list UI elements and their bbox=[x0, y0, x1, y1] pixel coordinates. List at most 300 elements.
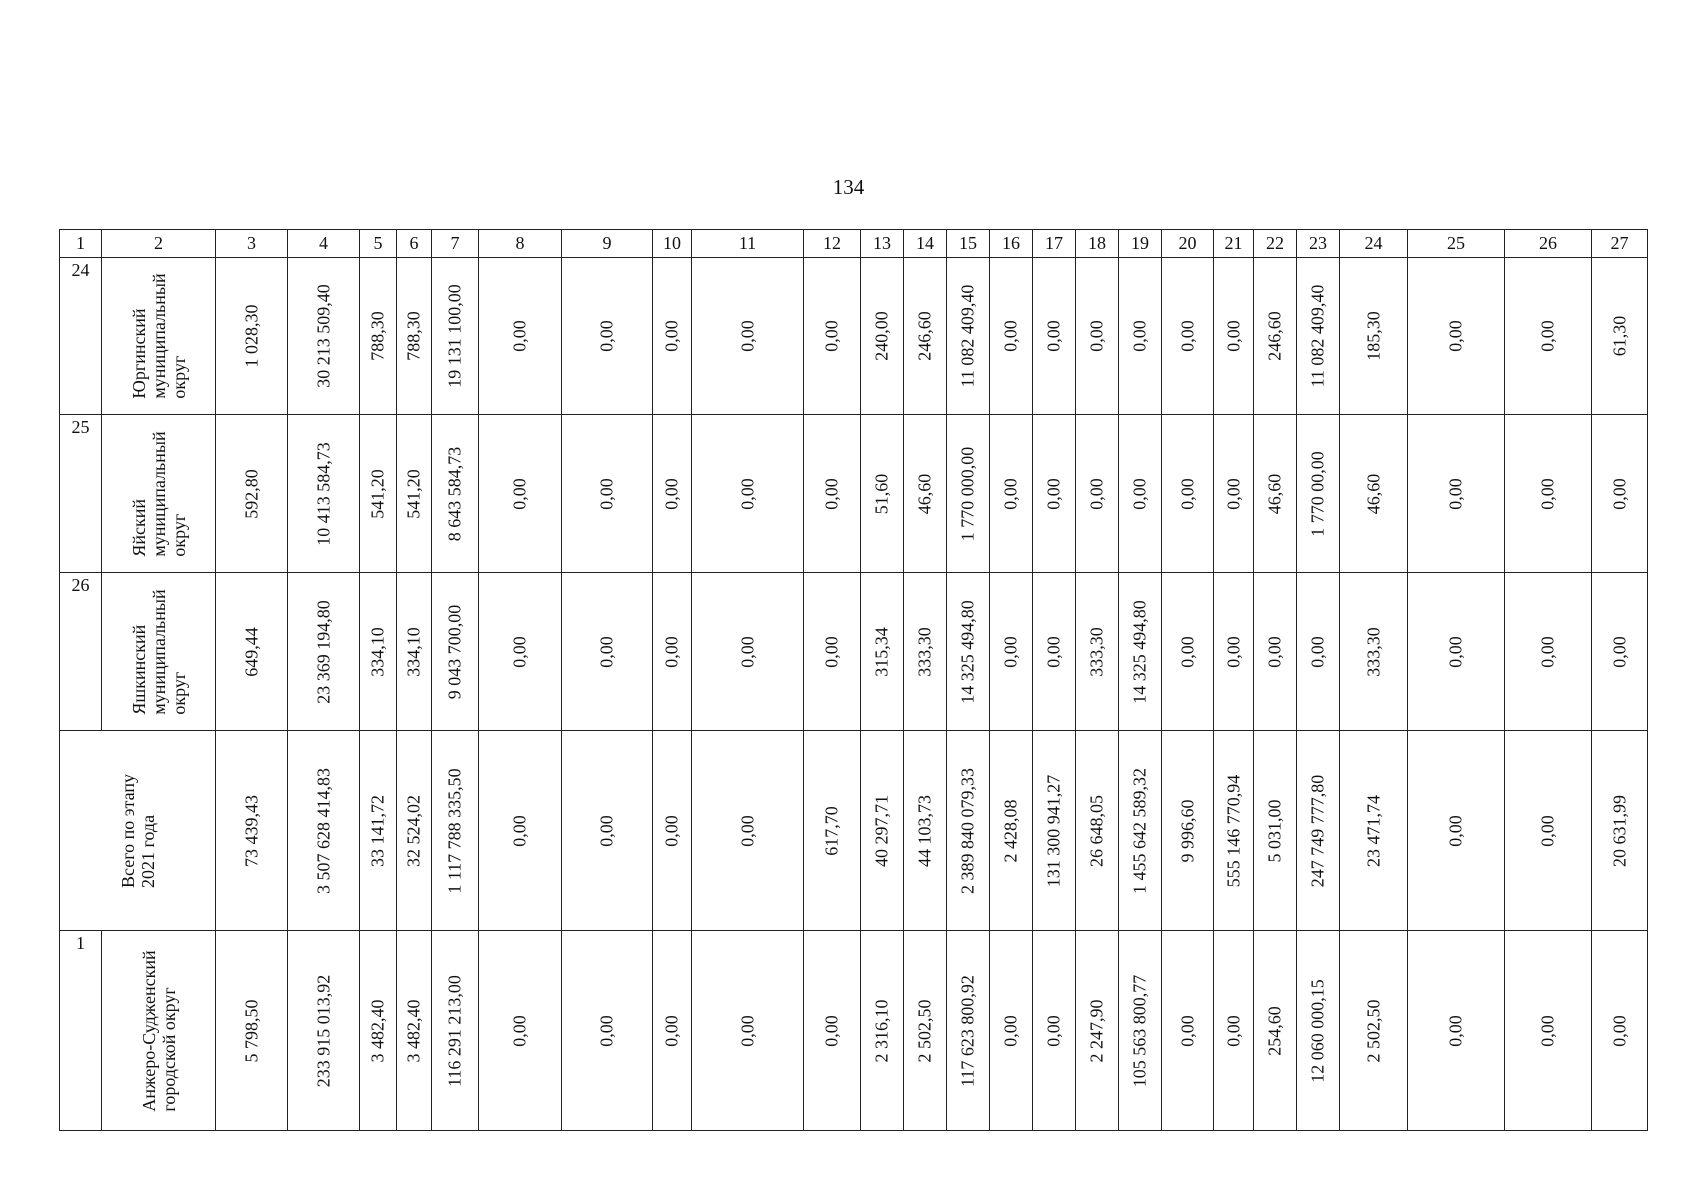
cell-value: 19 131 100,00 bbox=[444, 284, 465, 388]
value-cell bbox=[1119, 931, 1162, 1131]
header-cell: 14 bbox=[904, 230, 947, 258]
value-cell bbox=[432, 731, 479, 931]
cell-value: 0,00 bbox=[1086, 477, 1107, 510]
cell-value: 0,00 bbox=[737, 320, 757, 352]
cell-value: 254,60 bbox=[1264, 1005, 1285, 1056]
header-cell: 26 bbox=[1505, 230, 1592, 258]
page-number: 134 bbox=[832, 175, 865, 199]
value-cell bbox=[1340, 731, 1408, 931]
value-cell bbox=[861, 573, 904, 731]
value-cell bbox=[1340, 931, 1408, 1131]
cell-value: 0,00 bbox=[1609, 477, 1629, 510]
cell-value: 23 471,74 bbox=[1363, 794, 1383, 867]
value-cell bbox=[1408, 415, 1505, 573]
value-cell bbox=[360, 415, 397, 573]
value-cell bbox=[397, 931, 432, 1131]
cell-value: 3 482,40 bbox=[403, 999, 424, 1062]
value-cell bbox=[1408, 931, 1505, 1131]
cell-value: 51,60 bbox=[871, 473, 892, 514]
value-cell bbox=[804, 731, 861, 931]
header-cell: 16 bbox=[990, 230, 1033, 258]
value-cell bbox=[1254, 731, 1297, 931]
header-cell: 8 bbox=[479, 230, 562, 258]
cell-value: 240,00 bbox=[871, 311, 892, 361]
value-cell bbox=[1297, 931, 1340, 1131]
value-cell bbox=[1408, 573, 1505, 731]
value-cell bbox=[653, 731, 692, 931]
cell-value: 0,00 bbox=[1000, 635, 1021, 668]
cell-value: 44 103,73 bbox=[914, 794, 935, 867]
header-cell: 6 bbox=[397, 230, 432, 258]
value-cell bbox=[904, 415, 947, 573]
value-cell bbox=[1162, 573, 1214, 731]
row-name-line: Всего по этапу bbox=[117, 773, 138, 888]
value-cell bbox=[1340, 573, 1408, 731]
value-cell bbox=[1076, 931, 1119, 1131]
cell-value: 9 043 700,00 bbox=[444, 604, 465, 699]
cell-value: 0,00 bbox=[1537, 320, 1558, 352]
cell-value: 0,00 bbox=[596, 477, 617, 510]
cell-value: 0,00 bbox=[1537, 814, 1558, 847]
value-cell bbox=[1340, 258, 1408, 415]
value-cell bbox=[1119, 415, 1162, 573]
value-cell bbox=[861, 731, 904, 931]
value-cell bbox=[288, 258, 360, 415]
cell-value: 14 325 494,80 bbox=[1129, 599, 1150, 704]
cell-value: 0,00 bbox=[1445, 1014, 1466, 1047]
value-cell bbox=[1297, 258, 1340, 415]
cell-value: 40 297,71 bbox=[871, 794, 892, 867]
cell-value: 11 082 409,40 bbox=[1307, 284, 1328, 388]
cell-value: 0,00 bbox=[1445, 814, 1466, 847]
value-cell bbox=[397, 258, 432, 415]
header-cell: 7 bbox=[432, 230, 479, 258]
table-row bbox=[60, 931, 1648, 1131]
cell-value: 1 770 000,00 bbox=[957, 446, 978, 541]
header-cell: 18 bbox=[1076, 230, 1119, 258]
value-cell bbox=[1592, 931, 1648, 1131]
table-row bbox=[60, 415, 1648, 573]
cell-value: 0,00 bbox=[509, 477, 530, 510]
value-cell bbox=[216, 258, 288, 415]
value-cell bbox=[1254, 258, 1297, 415]
table-row bbox=[60, 573, 1648, 731]
cell-value: 0,00 bbox=[661, 1014, 682, 1047]
value-cell bbox=[216, 931, 288, 1131]
cell-value: 0,00 bbox=[1043, 1014, 1064, 1047]
header-cell: 22 bbox=[1254, 230, 1297, 258]
cell-value: 0,00 bbox=[1223, 477, 1243, 510]
header-cell: 5 bbox=[360, 230, 397, 258]
value-cell bbox=[288, 731, 360, 931]
cell-value: 61,30 bbox=[1609, 315, 1629, 357]
header-cell: 12 bbox=[804, 230, 861, 258]
value-cell bbox=[432, 573, 479, 731]
value-cell bbox=[1254, 573, 1297, 731]
row-name-line: 2021 года bbox=[137, 814, 158, 888]
cell-value: 46,60 bbox=[914, 473, 935, 514]
header-cell: 20 bbox=[1162, 230, 1214, 258]
cell-value: 333,30 bbox=[1363, 626, 1383, 677]
value-cell bbox=[216, 415, 288, 573]
value-cell bbox=[990, 573, 1033, 731]
value-cell bbox=[1033, 931, 1076, 1131]
value-cell bbox=[1505, 415, 1592, 573]
cell-value: 0,00 bbox=[1609, 1014, 1629, 1047]
cell-value: 0,00 bbox=[1445, 320, 1466, 352]
value-cell bbox=[653, 258, 692, 415]
row-name-cell bbox=[102, 415, 216, 573]
row-name-line: округ bbox=[168, 355, 189, 399]
cell-value: 0,00 bbox=[821, 1014, 842, 1047]
header-cell: 1 bbox=[60, 230, 102, 258]
cell-value: 0,00 bbox=[1129, 477, 1150, 510]
cell-value: 333,30 bbox=[914, 626, 935, 677]
row-name bbox=[129, 273, 189, 398]
row-name-line: Юргинский bbox=[128, 308, 149, 399]
cell-value: 0,00 bbox=[596, 320, 617, 352]
cell-value: 0,00 bbox=[661, 814, 682, 847]
value-cell bbox=[653, 573, 692, 731]
header-cell: 3 bbox=[216, 230, 288, 258]
value-cell bbox=[432, 931, 479, 1131]
cell-value: 0,00 bbox=[1177, 1014, 1197, 1047]
row-name-cell bbox=[102, 931, 216, 1131]
row-name-line: Яйский bbox=[128, 498, 149, 557]
value-cell bbox=[1297, 573, 1340, 731]
cell-value: 0,00 bbox=[1223, 635, 1243, 668]
row-name-line: муниципальный bbox=[148, 588, 169, 715]
cell-value: 20 631,99 bbox=[1609, 794, 1629, 867]
value-cell bbox=[947, 931, 990, 1131]
value-cell bbox=[904, 573, 947, 731]
cell-value: 246,60 bbox=[914, 311, 935, 361]
header-cell: 15 bbox=[947, 230, 990, 258]
row-name-line: округ bbox=[168, 513, 189, 557]
value-cell bbox=[479, 573, 562, 731]
cell-value: 233 915 013,92 bbox=[313, 974, 333, 1087]
header-cell: 2 bbox=[102, 230, 216, 258]
value-cell bbox=[804, 931, 861, 1131]
cell-value: 0,00 bbox=[1445, 477, 1466, 510]
value-cell bbox=[288, 415, 360, 573]
cell-value: 46,60 bbox=[1363, 473, 1383, 514]
cell-value: 592,80 bbox=[241, 468, 261, 519]
cell-value: 117 623 800,92 bbox=[957, 974, 978, 1087]
value-cell bbox=[1033, 573, 1076, 731]
cell-value: 5 031,00 bbox=[1264, 799, 1285, 862]
value-cell bbox=[1254, 415, 1297, 573]
cell-value: 0,00 bbox=[1043, 320, 1064, 352]
value-cell bbox=[360, 573, 397, 731]
value-cell bbox=[1162, 931, 1214, 1131]
value-cell bbox=[1254, 931, 1297, 1131]
value-cell bbox=[1214, 415, 1254, 573]
value-cell bbox=[990, 258, 1033, 415]
value-cell bbox=[990, 415, 1033, 573]
cell-value: 0,00 bbox=[1223, 1014, 1243, 1047]
data-table bbox=[59, 229, 1648, 1131]
cell-value: 1 117 788 335,50 bbox=[444, 767, 465, 894]
cell-value: 0,00 bbox=[1307, 635, 1328, 668]
cell-value: 0,00 bbox=[509, 635, 530, 668]
value-cell bbox=[947, 415, 990, 573]
value-cell bbox=[1214, 931, 1254, 1131]
cell-value: 2 316,10 bbox=[871, 999, 892, 1062]
cell-value: 0,00 bbox=[661, 320, 682, 352]
value-cell bbox=[562, 931, 653, 1131]
value-cell bbox=[990, 931, 1033, 1131]
cell-value: 0,00 bbox=[821, 320, 842, 352]
value-cell bbox=[1505, 931, 1592, 1131]
cell-value: 0,00 bbox=[1000, 1014, 1021, 1047]
value-cell bbox=[1297, 415, 1340, 573]
cell-value: 0,00 bbox=[1223, 320, 1243, 352]
row-number-cell bbox=[60, 573, 102, 731]
total-row bbox=[60, 731, 1648, 931]
value-cell bbox=[1340, 415, 1408, 573]
header-cell: 25 bbox=[1408, 230, 1505, 258]
cell-value: 2 428,08 bbox=[1000, 799, 1021, 862]
value-cell bbox=[360, 931, 397, 1131]
cell-value: 788,30 bbox=[403, 311, 424, 361]
value-cell bbox=[653, 415, 692, 573]
cell-value: 33 141,72 bbox=[367, 794, 388, 867]
cell-value: 555 146 770,94 bbox=[1223, 774, 1243, 887]
row-name-line: городской округ bbox=[158, 986, 179, 1112]
value-cell bbox=[1076, 415, 1119, 573]
cell-value: 0,00 bbox=[1000, 477, 1021, 510]
cell-value: 2 247,90 bbox=[1086, 999, 1107, 1062]
value-cell bbox=[904, 258, 947, 415]
value-cell bbox=[1033, 415, 1076, 573]
value-cell bbox=[1505, 258, 1592, 415]
row-name-cell bbox=[102, 258, 216, 415]
row-number: 26 bbox=[71, 575, 90, 595]
value-cell bbox=[1592, 415, 1648, 573]
value-cell bbox=[1033, 731, 1076, 931]
cell-value: 23 369 194,80 bbox=[313, 599, 333, 704]
row-number-cell bbox=[60, 258, 102, 415]
value-cell bbox=[288, 931, 360, 1131]
header-cell: 17 bbox=[1033, 230, 1076, 258]
row-name bbox=[118, 774, 158, 888]
row-number-cell bbox=[60, 931, 102, 1131]
value-cell bbox=[904, 731, 947, 931]
value-cell bbox=[861, 931, 904, 1131]
value-cell bbox=[562, 415, 653, 573]
cell-value: 26 648,05 bbox=[1086, 794, 1107, 867]
value-cell bbox=[397, 731, 432, 931]
value-cell bbox=[947, 258, 990, 415]
row-name bbox=[129, 431, 189, 556]
header-row bbox=[60, 230, 1648, 258]
cell-value: 0,00 bbox=[1177, 477, 1197, 510]
header-cell: 27 bbox=[1592, 230, 1648, 258]
value-cell bbox=[1162, 258, 1214, 415]
row-number: 1 bbox=[76, 933, 85, 953]
cell-value: 0,00 bbox=[737, 635, 757, 668]
cell-value: 1 455 642 589,32 bbox=[1129, 767, 1150, 894]
value-cell bbox=[804, 415, 861, 573]
value-cell bbox=[397, 573, 432, 731]
cell-value: 131 300 941,27 bbox=[1043, 774, 1064, 887]
value-cell bbox=[1076, 573, 1119, 731]
value-cell bbox=[562, 573, 653, 731]
cell-value: 649,44 bbox=[241, 626, 261, 677]
cell-value: 1 028,30 bbox=[241, 304, 261, 368]
value-cell bbox=[1162, 415, 1214, 573]
value-cell bbox=[1505, 731, 1592, 931]
cell-value: 14 325 494,80 bbox=[957, 599, 978, 704]
cell-value: 0,00 bbox=[1609, 635, 1629, 668]
value-cell bbox=[653, 931, 692, 1131]
cell-value: 541,20 bbox=[403, 468, 424, 519]
value-cell bbox=[397, 415, 432, 573]
value-cell bbox=[804, 258, 861, 415]
cell-value: 0,00 bbox=[1537, 477, 1558, 510]
value-cell bbox=[1592, 731, 1648, 931]
cell-value: 0,00 bbox=[509, 814, 530, 847]
cell-value: 0,00 bbox=[821, 477, 842, 510]
cell-value: 334,10 bbox=[403, 626, 424, 677]
value-cell bbox=[1214, 573, 1254, 731]
row-name-line: муниципальный bbox=[148, 273, 169, 399]
cell-value: 0,00 bbox=[1000, 320, 1021, 352]
cell-value: 11 082 409,40 bbox=[957, 284, 978, 388]
cell-value: 8 643 584,73 bbox=[444, 446, 465, 541]
row-name bbox=[129, 589, 189, 714]
cell-value: 2 389 840 079,33 bbox=[957, 767, 978, 894]
value-cell bbox=[1408, 731, 1505, 931]
value-cell bbox=[1592, 258, 1648, 415]
value-cell bbox=[692, 258, 804, 415]
cell-value: 246,60 bbox=[1264, 311, 1285, 361]
value-cell bbox=[990, 731, 1033, 931]
header-cell: 11 bbox=[692, 230, 804, 258]
value-cell bbox=[360, 258, 397, 415]
cell-value: 0,00 bbox=[1445, 635, 1466, 668]
value-cell bbox=[1119, 731, 1162, 931]
value-cell bbox=[861, 258, 904, 415]
header-cell: 10 bbox=[653, 230, 692, 258]
cell-value: 3 482,40 bbox=[367, 999, 388, 1062]
cell-value: 3 507 628 414,83 bbox=[313, 767, 333, 894]
cell-value: 0,00 bbox=[596, 814, 617, 847]
cell-value: 46,60 bbox=[1264, 473, 1285, 514]
row-number: 24 bbox=[71, 260, 90, 280]
cell-value: 0,00 bbox=[1537, 635, 1558, 668]
row-number: 25 bbox=[71, 417, 90, 437]
value-cell bbox=[1076, 258, 1119, 415]
cell-value: 0,00 bbox=[737, 1014, 757, 1047]
cell-value: 2 502,50 bbox=[914, 999, 935, 1062]
value-cell bbox=[360, 731, 397, 931]
cell-value: 788,30 bbox=[367, 311, 388, 361]
header-cell: 19 bbox=[1119, 230, 1162, 258]
cell-value: 0,00 bbox=[1177, 320, 1197, 352]
cell-value: 334,10 bbox=[367, 626, 388, 677]
row-name-line: Анжеро-Судженский bbox=[138, 949, 159, 1112]
row-name-line: муниципальный bbox=[148, 430, 169, 557]
cell-value: 1 770 00,00 bbox=[1307, 450, 1328, 537]
cell-value: 9 996,60 bbox=[1177, 799, 1197, 862]
value-cell bbox=[804, 573, 861, 731]
cell-value: 0,00 bbox=[661, 477, 682, 510]
row-name-cell bbox=[102, 573, 216, 731]
cell-value: 0,00 bbox=[1043, 477, 1064, 510]
value-cell bbox=[1214, 731, 1254, 931]
value-cell bbox=[947, 731, 990, 931]
header-cell: 13 bbox=[861, 230, 904, 258]
cell-value: 185,30 bbox=[1363, 311, 1383, 361]
cell-value: 541,20 bbox=[367, 468, 388, 519]
value-cell bbox=[1214, 258, 1254, 415]
value-cell bbox=[562, 731, 653, 931]
value-cell bbox=[216, 573, 288, 731]
value-cell bbox=[692, 731, 804, 931]
cell-value: 105 563 800,77 bbox=[1129, 974, 1150, 1087]
cell-value: 0,00 bbox=[1043, 635, 1064, 668]
cell-value: 0,00 bbox=[737, 814, 757, 847]
header-cell: 24 bbox=[1340, 230, 1408, 258]
value-cell bbox=[288, 573, 360, 731]
value-cell bbox=[432, 415, 479, 573]
header-cell: 4 bbox=[288, 230, 360, 258]
cell-value: 0,00 bbox=[1537, 1014, 1558, 1047]
row-name-cell bbox=[60, 731, 216, 931]
cell-value: 0,00 bbox=[596, 635, 617, 668]
cell-value: 30 213 509,40 bbox=[313, 284, 333, 388]
cell-value: 73 439,43 bbox=[241, 794, 261, 867]
cell-value: 0,00 bbox=[1129, 320, 1150, 352]
value-cell bbox=[692, 931, 804, 1131]
cell-value: 333,30 bbox=[1086, 626, 1107, 677]
cell-value: 12 060 000,15 bbox=[1307, 978, 1328, 1083]
cell-value: 0,00 bbox=[661, 635, 682, 668]
value-cell bbox=[904, 931, 947, 1131]
value-cell bbox=[1297, 731, 1340, 931]
value-cell bbox=[947, 573, 990, 731]
value-cell bbox=[861, 415, 904, 573]
row-name-line: Яшкинский bbox=[128, 624, 149, 715]
row-name bbox=[139, 950, 179, 1111]
value-cell bbox=[479, 931, 562, 1131]
value-cell bbox=[432, 258, 479, 415]
row-number-cell bbox=[60, 415, 102, 573]
cell-value: 247 749 777,80 bbox=[1307, 774, 1328, 887]
row-name-line: округ bbox=[168, 671, 189, 715]
cell-value: 32 524,02 bbox=[403, 794, 424, 867]
cell-value: 0,00 bbox=[1086, 320, 1107, 352]
cell-value: 0,00 bbox=[596, 1014, 617, 1047]
cell-value: 2 502,50 bbox=[1363, 999, 1383, 1062]
value-cell bbox=[692, 415, 804, 573]
value-cell bbox=[1119, 573, 1162, 731]
header-cell: 9 bbox=[562, 230, 653, 258]
cell-value: 0,00 bbox=[509, 1014, 530, 1047]
cell-value: 10 413 584,73 bbox=[313, 441, 333, 546]
cell-value: 0,00 bbox=[509, 320, 530, 352]
value-cell bbox=[1033, 258, 1076, 415]
value-cell bbox=[562, 258, 653, 415]
value-cell bbox=[1076, 731, 1119, 931]
cell-value: 0,00 bbox=[821, 635, 842, 668]
value-cell bbox=[479, 415, 562, 573]
value-cell bbox=[479, 731, 562, 931]
cell-value: 0,00 bbox=[737, 477, 757, 510]
value-cell bbox=[692, 573, 804, 731]
